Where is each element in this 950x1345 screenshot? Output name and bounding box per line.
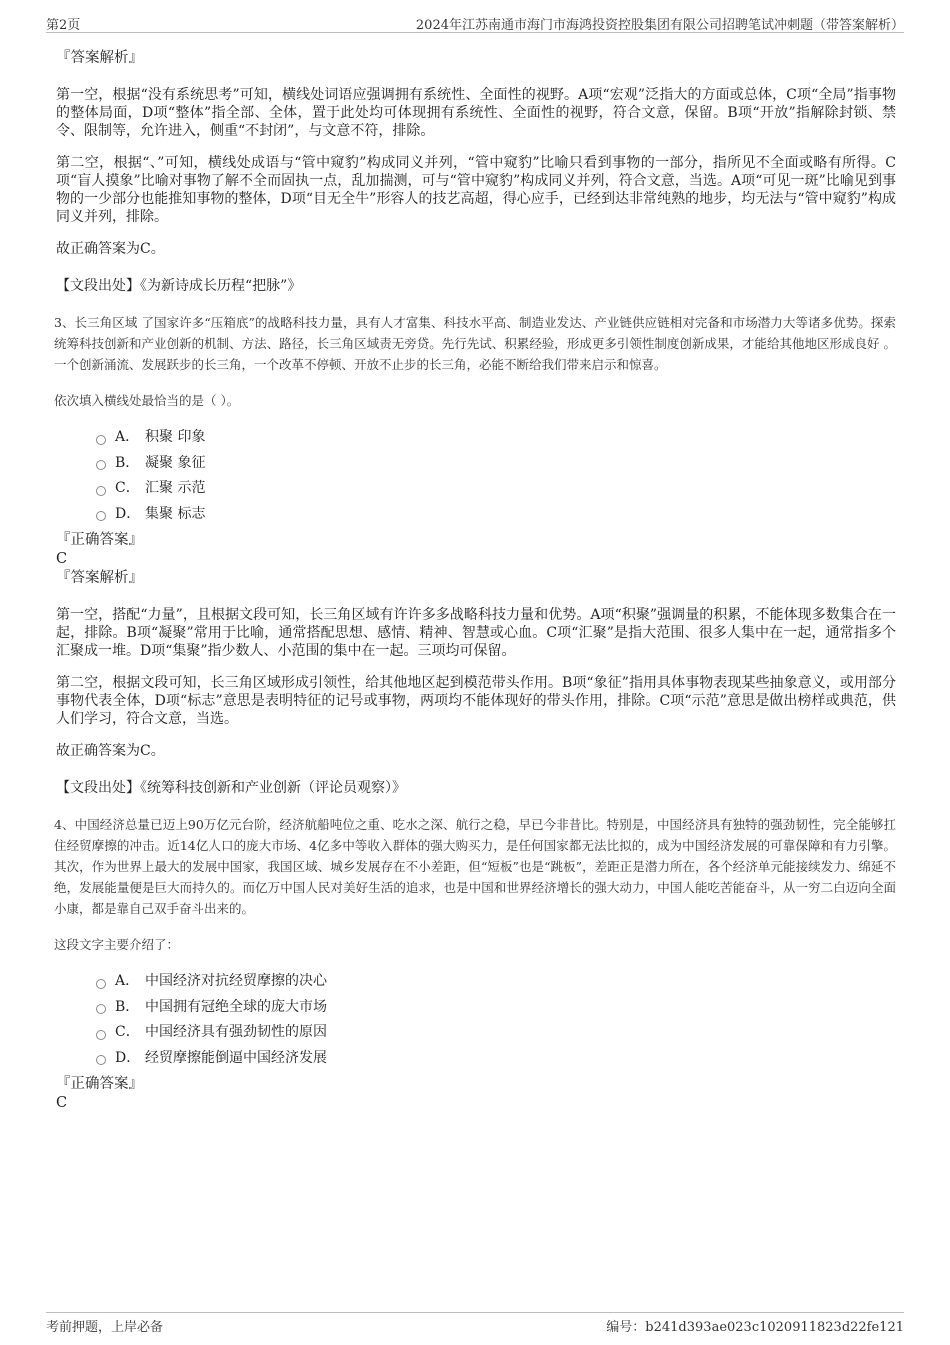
- answer-heading: 『正确答案』: [56, 1076, 143, 1092]
- option-letter: D．: [115, 505, 141, 522]
- passage-source: 【文段出处】《为新诗成长历程“把脉”》: [56, 278, 302, 294]
- radio-icon[interactable]: [96, 1055, 106, 1065]
- option-letter: A．: [115, 973, 140, 989]
- answer-value: C: [56, 551, 68, 567]
- option-list: [96, 969, 896, 1071]
- radio-icon[interactable]: [96, 511, 106, 521]
- analysis-paragraph: 第二空，根据“、”可知，横线处成语与“管中窥豹”构成同义并列，“管中窥豹”比喻只看到事物的一部分，指所见不全面或略有所得。C项“盲人摸象”比喻对事物了解不全而固执一点，乱加揣测，可与“管中窥豹”构成同义并列，符合文意，当选。A项“可见一斑”比喻见到事物的一少部分也能推知事物的整体，D项“目无全牛”形容人的技艺高超，得心应手，已经到达非常纯熟的地步，均无法与“管中窥豹”构成同义并列，排除。: [56, 155, 896, 225]
- option-letter: C．: [115, 1024, 140, 1040]
- option-b[interactable]: [96, 995, 896, 1021]
- option-text: 中国经济对抗经贸摩擦的决心: [145, 973, 327, 989]
- question-3: [56, 312, 896, 798]
- radio-icon[interactable]: [96, 1030, 106, 1040]
- option-a[interactable]: [96, 969, 896, 995]
- question-text: 3、长三角区域 了国家许多“压箱底”的战略科技力量，具有人才富集、科技水平高、制造业发达、产业链供应链相对完备和市场潜力大等诸多优势。探索统筹科技创新和产业创新的机制、方法、路径，长三角区域责无旁贷。先行先试、积累经验，形成更多引领性制度创新成果，才能给其他地区形成良好 。一个创新涌流、发展跃步的长三角，一个改革不停顿、开放不止步的长三角，必能不断给我们带来启示和惊喜。: [54, 315, 896, 372]
- option-text: 中国拥有冠绝全球的庞大市场: [145, 998, 327, 1015]
- option-text: 积聚 印象: [145, 429, 206, 445]
- option-text: 凝聚 象征: [145, 454, 206, 471]
- analysis-paragraph: 第一空，搭配“力量”，且根据文段可知，长三角区域有许许多多战略科技力量和优势。A项“积聚”强调量的积累，不能体现多数集合在一起，排除。B项“凝聚”常用于比喻，通常搭配思想、感情、精神、智慧或心血。C项“汇聚”是指大范围、很多人集中在一起，通常指多个汇聚成一堆。D项“集聚”指少数人、小范围的集中在一起。三项均可保留。: [56, 607, 896, 659]
- footer-slogan: 考前押题，上岸必备: [46, 1320, 164, 1335]
- document-title: 2024年江苏南通市海门市海鸿投资控股集团有限公司招聘笔试冲刺题（带答案解析）: [415, 18, 904, 33]
- option-text: 经贸摩擦能倒逼中国经济发展: [145, 1049, 327, 1066]
- option-letter: B．: [115, 998, 140, 1015]
- radio-icon[interactable]: [96, 460, 106, 470]
- option-a[interactable]: [96, 425, 896, 451]
- page-number: 第2页: [46, 18, 81, 33]
- option-c[interactable]: [96, 476, 896, 502]
- page-footer: [46, 1312, 904, 1334]
- radio-icon[interactable]: [96, 435, 106, 445]
- question-text: 4、中国经济总量已迈上90万亿元台阶，经济航船吨位之重、吃水之深、航行之稳，早已今非昔比。特别是，中国经济具有独特的强劲韧性，完全能够扛住经贸摩擦的冲击。近14亿人口的庞大市场、4亿多中等收入群体的强大购买力，是任何国家都无法比拟的，成为中国经济发展的可靠保障和有力引擎。其次，作为世界上最大的发展中国家，我国区域、城乡发展存在不小差距，但“短板”也是“跳板”，差距正是潜力所在，各个经济单元能接续发力、绵延不绝，发展能量便是巨大而持久的。而亿万中国人民对美好生活的追求，也是中国和世界经济增长的强大动力，中国人能吃苦能奋斗，从一穷二白迈向全面小康，都是靠自己双手奋斗出来的。: [54, 817, 896, 916]
- radio-icon[interactable]: [96, 979, 106, 989]
- page-content: [56, 48, 896, 1113]
- option-letter: C．: [115, 480, 140, 496]
- analysis-heading: 『答案解析』: [56, 50, 143, 66]
- analysis-paragraph: 第一空，根据“没有系统思考”可知，横线处词语应强调拥有系统性、全面性的视野。A项“宏观”泛指大的方面或总体，C项“全局”指事物的整体局面，D项“整体”指全部、全体，置于此处均可体现拥有系统性、全面性的视野，符合文意，保留。B项“开放”指解除封锁、禁令、限制等，允许进入，侧重“不封闭”，与文意不符，排除。: [56, 87, 896, 139]
- document-id: 编号：b241d393ae023c1020911823d22fe121: [606, 1320, 904, 1335]
- option-text: 中国经济具有强劲韧性的原因: [145, 1024, 327, 1040]
- option-c[interactable]: [96, 1020, 896, 1046]
- option-list: [96, 425, 896, 527]
- answer-value: C: [56, 1095, 68, 1111]
- option-d[interactable]: [96, 502, 896, 528]
- option-text: 集聚 标志: [145, 505, 206, 522]
- answer-block: [56, 1075, 896, 1113]
- analysis-conclusion: 故正确答案为C。: [56, 743, 165, 759]
- answer-block: [56, 531, 896, 588]
- option-d[interactable]: [96, 1046, 896, 1072]
- option-letter: B．: [115, 454, 140, 471]
- option-letter: A．: [115, 429, 140, 445]
- option-b[interactable]: [96, 451, 896, 477]
- radio-icon[interactable]: [96, 486, 106, 496]
- analysis-conclusion: 故正确答案为C。: [56, 241, 165, 257]
- question-4: [56, 814, 896, 1113]
- passage-source: 【文段出处】《统筹科技创新和产业创新（评论员观察）》: [56, 780, 406, 796]
- question-prompt: 依次填入横线处最恰当的是（ ）。: [54, 393, 240, 408]
- option-letter: D．: [115, 1049, 141, 1066]
- option-text: 汇聚 示范: [145, 480, 206, 496]
- analysis-paragraph: 第二空，根据文段可知，长三角区域形成引领性，给其他地区起到模范带头作用。B项“象征”指用具体事物表现某些抽象意义，或用部分事物代表全体，D项“标志”意思是表明特征的记号或事物，两项均不能体现好的带头作用，排除。C项“示范”意思是做出榜样或典范，供人们学习，符合文意，当选。: [56, 675, 896, 727]
- question-prompt: 这段文字主要介绍了：: [54, 937, 180, 952]
- analysis-heading: 『答案解析』: [56, 570, 143, 586]
- answer-heading: 『正确答案』: [56, 532, 143, 548]
- radio-icon[interactable]: [96, 1004, 106, 1014]
- page-header: [46, 12, 904, 33]
